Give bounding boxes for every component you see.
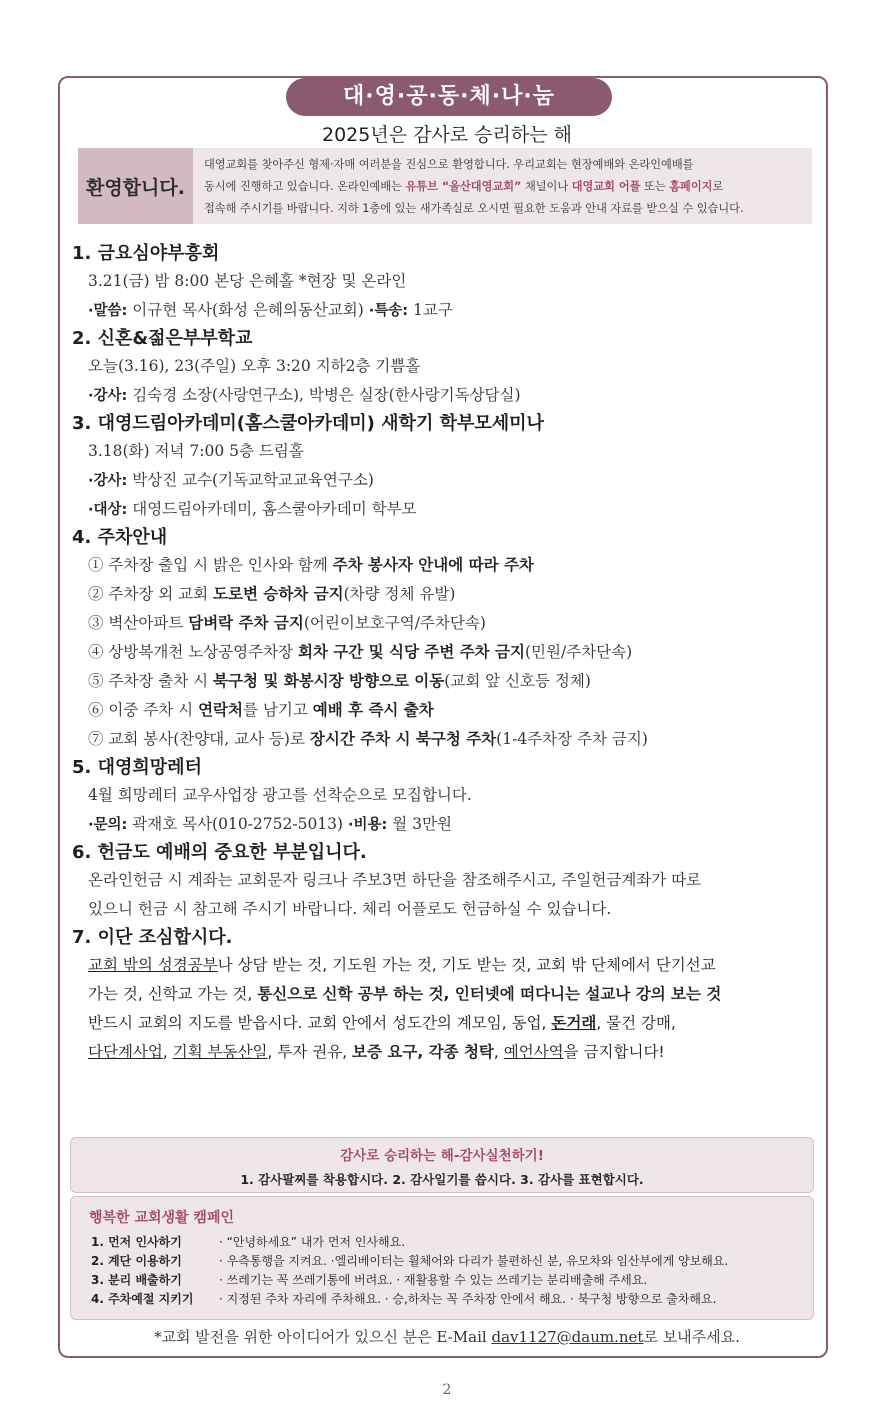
label: ·비용: [348,817,388,833]
footer-note [0,1326,894,1347]
section-heading: 4. 주차안내 [72,527,168,548]
value: 곽재호 목사(010-2752-5013) [127,815,349,833]
gratitude-campaign-box [70,1137,814,1193]
section-line: 3.21(금) 밤 8:00 본당 은혜홀 *현장 및 온라인 [88,272,407,290]
welcome-label: 환영합니다. [78,148,193,224]
parking-item [72,580,822,609]
text: (어린이보호구역/주차단속) [303,614,486,632]
campaign-row-value: · “안녕하세요” 내가 먼저 인사해요. [219,1235,406,1249]
section-heading: 7. 이단 조심합시다. [72,927,233,948]
parking-item [72,667,822,696]
section-line [72,495,822,524]
label: ·특송: [368,303,409,319]
section-line [72,810,822,839]
welcome-text-part: 또는 [640,180,670,193]
welcome-text-part: 채널이나 [521,180,572,193]
campaign-row [91,1271,647,1289]
emphasis: 도로변 승하차 금지 [213,585,344,603]
campaign-row-value: · 지정된 주차 자리에 주차해요. · 승,하차는 꼭 주차장 안에서 해요. · 북구청 방향으로 출차해요. [219,1292,717,1306]
campaign-row-value: · 쓰레기는 꼭 쓰레기통에 버려요. · 재활용할 수 있는 쓰레기는 분리배출해 주세요. [219,1273,648,1287]
text: , 물건 강매, [596,1014,676,1032]
campaign-row [91,1290,716,1308]
welcome-line-3: 접속해 주시기를 바랍니다. 지하 1층에 있는 새가족실로 오시면 필요한 도움과 안내 자료를 받으실 수 있습니다. [204,202,744,215]
emphasis: 돈거래 [551,1014,597,1032]
parking-item [72,696,822,725]
text: , 투자 권유, [267,1043,353,1061]
text: 나 상담 받는 것, 기도원 가는 것, 기도 받는 것, 교회 밖 단체에서 단기선교 [217,956,716,974]
welcome-text-part: 동시에 진행하고 있습니다. 온라인예배는 [204,180,406,193]
text: (교회 앞 신호등 정체) [444,672,591,690]
page-number: 2 [442,1382,452,1398]
section-heading: 3. 대영드림아카데미(홈스쿨아카데미) 새학기 학부모세미나 [72,413,544,434]
emphasis: 연락처 [198,701,243,719]
value: 김숙경 소장(사랑연구소), 박병은 실장(한사랑기독상담실) [127,386,521,404]
text: 를 남기고 [243,701,313,719]
campaign-row [91,1233,405,1251]
heresy-paragraph-line [72,1009,822,1038]
campaign-row-value: · 우측통행을 지켜요. ·엘리베이터는 휠체어와 다리가 불편하신 분, 유모차와 임산부에게 양보해요. [219,1254,729,1268]
underlined: 예언사역 [503,1043,564,1061]
emphasis: 예배 후 즉시 출차 [312,701,434,719]
section-heading: 6. 헌금도 예배의 중요한 부분입니다. [72,842,367,863]
campaign-row-key: 2. 계단 이용하기 [91,1254,182,1268]
heresy-paragraph-line [72,951,822,980]
section-line [72,296,822,325]
homepage-link[interactable]: 홈페이지 [669,180,713,193]
welcome-box [78,148,812,224]
campaign-text: 1. 감사팔찌를 착용합시다. 2. 감사일기를 씁시다. 3. 감사를 표현합시다. [240,1172,644,1187]
underlined: 기획 부동산일 [172,1043,268,1061]
text: (1-4주차장 주차 금지) [496,730,648,748]
parking-item [72,638,822,667]
text: 을 금지합니다! [563,1043,665,1061]
text: ⑥ 이중 주차 시 [88,701,199,719]
footer-text: *교회 발전을 위한 아이디어가 있으신 분은 E-Mail [154,1328,492,1346]
text: ③ 벽산아파트 [88,614,189,632]
underlined: 교회 밖의 성경공부 [88,956,218,974]
campaign-row-key: 1. 먼저 인사하기 [91,1235,182,1249]
label: ·문의: [88,817,128,833]
section-line [72,381,822,410]
text: ② 주차장 외 교회 [88,585,214,603]
value: 월 3만원 [387,815,452,833]
welcome-line-1: 대영교회를 찾아주신 형제·자매 여러분을 진심으로 환영합니다. 우리교회는 현장예배와 온라인예배를 [204,158,694,171]
campaign-row-key: 3. 분리 배출하기 [91,1273,182,1287]
heresy-paragraph-line [72,980,822,1009]
campaign-row-key: 4. 주차예절 지키기 [91,1292,194,1306]
text: 반드시 교회의 지도를 받읍시다. 교회 안에서 성도간의 계모임, 동업, [88,1014,552,1032]
heresy-paragraph-line [72,1038,822,1067]
section-heading: 2. 신혼&젊은부부학교 [72,328,253,349]
page-title: 대·영·공·동·체·나·눔 [286,78,612,116]
text: ① 주차장 출입 시 밝은 인사와 함께 [88,556,333,574]
value: 박상진 교수(기독교학교교육연구소) [127,471,374,489]
section-line: 있으니 헌금 시 참고해 주시기 바랍니다. 체리 어플로도 헌금하실 수 있습니다. [88,900,612,918]
text: , [162,1043,173,1061]
parking-item [72,609,822,638]
emphasis: 보증 요구, 각종 청탁 [352,1043,494,1061]
emphasis: 회차 구간 및 식당 주변 주차 금지 [297,643,525,661]
section-heading: 5. 대영희망레터 [72,757,202,778]
announcements [72,240,822,1067]
label: ·대상: [88,502,128,518]
text: (민원/주차단속) [525,643,633,661]
church-life-campaign-box [70,1196,814,1320]
value: 이규현 목사(화성 은혜의동산교회) [127,301,369,319]
campaign-row [91,1252,728,1270]
emphasis: 주차 봉사자 안내에 따라 주차 [332,556,534,574]
welcome-text [204,154,808,220]
welcome-text-part: 로 [712,180,724,193]
emphasis: 통신으로 신학 공부 하는 것, 인터넷에 떠다니는 설교나 강의 보는 것 [257,985,722,1003]
footer-text: 로 보내주세요. [643,1328,740,1346]
label: ·말씀: [88,303,128,319]
section-line: 오늘(3.16), 23(주일) 오후 3:20 지하2층 기쁨홀 [88,357,421,375]
text: ⑦ 교회 봉사(찬양대, 교사 등)로 [88,730,310,748]
church-app-link[interactable]: 대영교회 어플 [571,180,641,193]
label: ·강사: [88,388,128,404]
parking-item [72,551,822,580]
underlined: 다단계사업 [88,1043,163,1061]
section-line [72,466,822,495]
page-subtitle: 2025년은 감사로 승리하는 해 [321,124,572,146]
section-line: 온라인헌금 시 계좌는 교회문자 링크나 주보3면 하단을 참조해주시고, 주일헌금계좌가 따로 [88,871,702,889]
parking-item [72,725,822,754]
section-line: 3.18(화) 저녁 7:00 5층 드림홀 [88,442,304,460]
section-heading: 1. 금요심야부흥회 [72,243,220,264]
section-line: 4월 희망레터 교우사업장 광고를 선착순으로 모집합니다. [88,786,472,804]
campaign-title: 행복한 교회생활 캠페인 [89,1210,234,1226]
email-link[interactable]: dav1127@daum.net [491,1328,644,1346]
welcome-line-2 [204,176,808,198]
text: ④ 상방복개천 노상공영주차장 [88,643,298,661]
emphasis: 북구청 및 화봉시장 방향으로 이동 [213,672,445,690]
label: ·강사: [88,473,128,489]
text: ⑤ 주차장 출차 시 [88,672,214,690]
emphasis: 장시간 주차 시 북구청 주차 [309,730,497,748]
value: 대영드림아카데미, 홈스쿨아카데미 학부모 [127,500,417,518]
text: 가는 것, 신학교 가는 것, [88,985,258,1003]
text: , [493,1043,504,1061]
campaign-title: 감사로 승리하는 해-감사실천하기! [340,1148,544,1164]
value: 1교구 [408,301,453,319]
text: (차량 정체 유발) [343,585,456,603]
emphasis: 담벼락 주차 금지 [188,614,304,632]
youtube-channel-link[interactable]: 유튜브 “울산대영교회” [405,180,522,193]
